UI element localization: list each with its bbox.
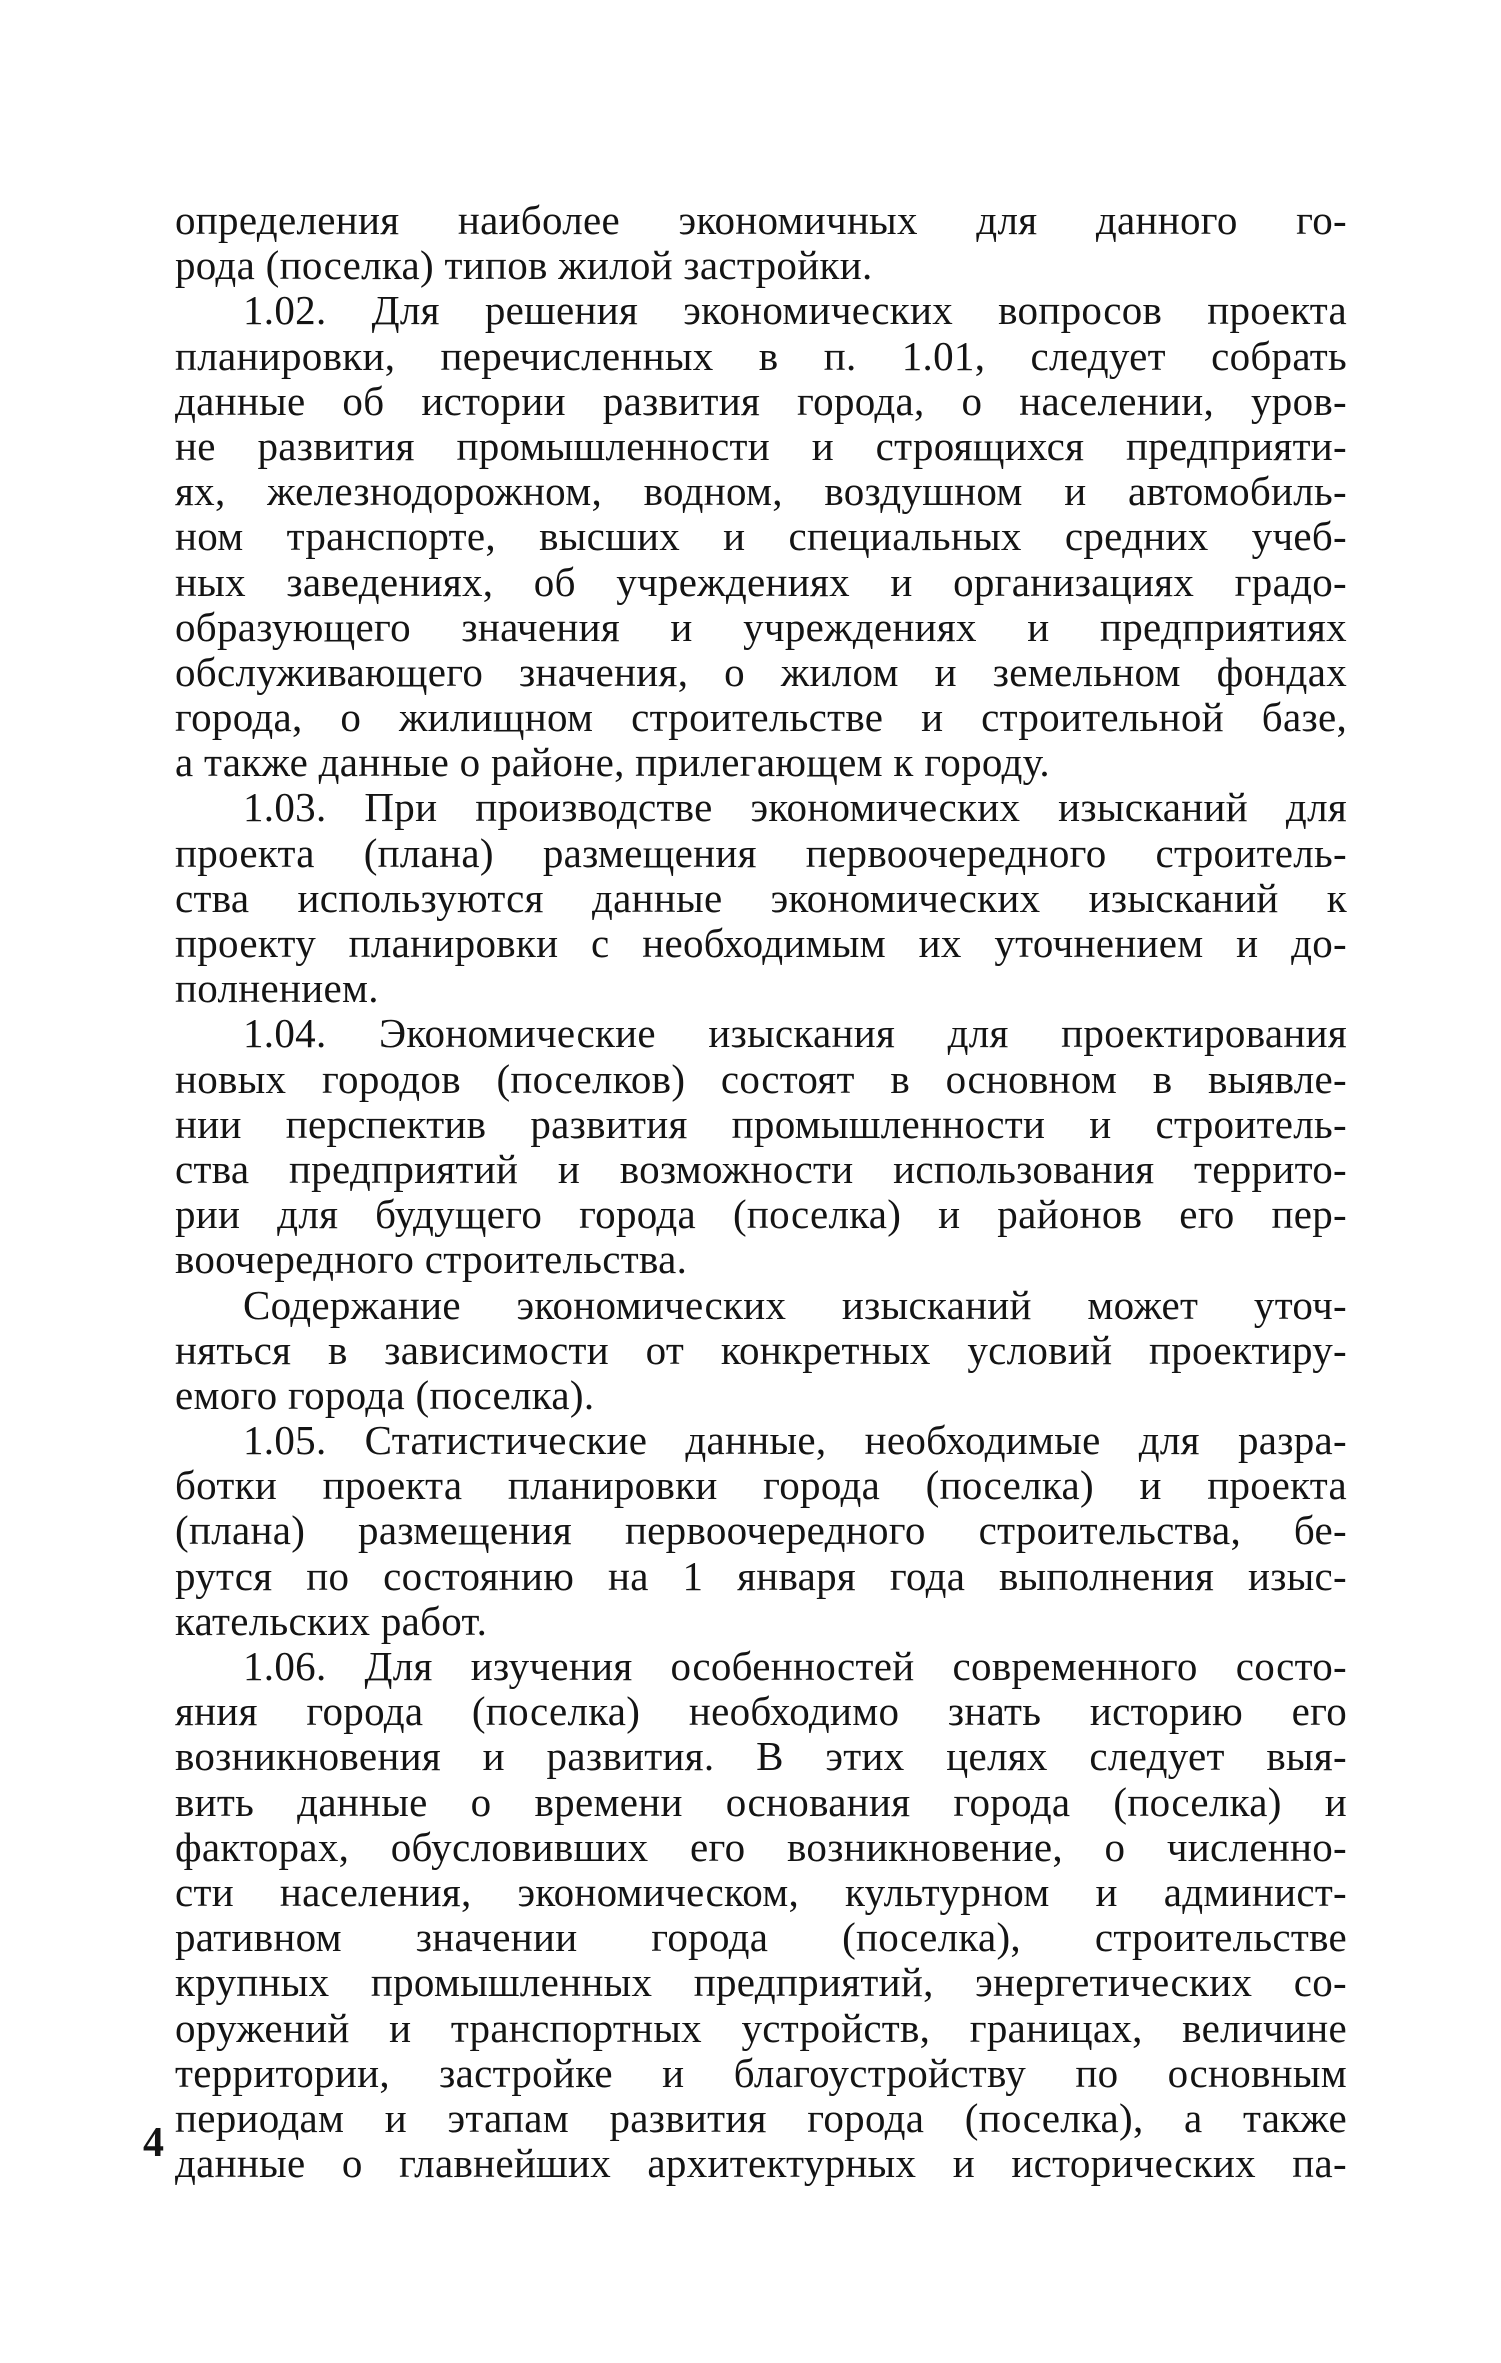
text-line: ства используются данные экономических изысканий к [175,874,1347,921]
text-line: возникновения и развития. В этих целях следует выя- [175,1733,1347,1780]
text-line: кательских работ. [175,1597,488,1644]
page-number: 4 [143,2120,164,2166]
text-line: сти населения, экономическом, культурном и админист- [175,1868,1347,1915]
text-line: емого города (поселка). [175,1371,595,1418]
text-line: няться в зависимости от конкретных условий проектиру- [175,1326,1347,1373]
text-line: ях, железнодорожном, водном, воздушном и автомобиль- [175,468,1347,515]
text-line: ративном значении города (поселка), строительстве [175,1914,1347,1961]
text-line: нии перспектив развития промышленности и строитель- [175,1100,1347,1147]
text-line: воочередного строительства. [175,1236,688,1283]
text-line: факторах, обусловивших его возникновение, о численно- [175,1823,1347,1870]
text-line: данные о главнейших архитектурных и исторических па- [175,2140,1347,2187]
text-line: крупных промышленных предприятий, энергетических со- [175,1959,1347,2006]
text-line: полнением. [175,965,379,1012]
paragraph-1-03: 1.03. При производстве экономических изысканий для [243,784,1347,831]
text-line: планировки, перечисленных в п. 1.01, следует собрать [175,332,1347,379]
text-line: рии для будущего города (поселка) и районов его пер- [175,1191,1347,1238]
text-line: ства предприятий и возможности использования террито- [175,1145,1347,1192]
paragraph-content: Содержание экономических изысканий может уточ- [243,1281,1347,1328]
text-line: города, о жилищном строительстве и строительной базе, [175,694,1347,741]
document-page [175,198,1347,2186]
text-line: периодам и этапам развития города (поселка), а также [175,2094,1347,2141]
text-line: (плана) размещения первоочередного строительства, бе- [175,1507,1347,1554]
text-line: ном транспорте, высших и специальных средних учеб- [175,513,1347,560]
text-line: обслуживающего значения, о жилом и земельном фондах [175,648,1347,695]
text-line: образующего значения и учреждениях и предприятиях [175,603,1347,650]
text-line: проекта (плана) размещения первоочередного строитель- [175,829,1347,876]
text-line: вить данные о времени основания города (поселка) и [175,1778,1347,1825]
text-line: не развития промышленности и строящихся предприяти- [175,422,1347,469]
text-line: оружений и транспортных устройств, границах, величине [175,2004,1347,2051]
text-line: ботки проекта планировки города (поселка) и проекта [175,1462,1347,1509]
text-line: определения наиболее экономичных для данного го- [175,197,1347,243]
text-line: данные об истории развития города, о населении, уров- [175,377,1347,424]
paragraph-1-05: 1.05. Статистические данные, необходимые для разра- [243,1417,1347,1464]
text-line: а также данные о районе, прилегающем к городу. [175,739,1050,786]
text-line: яния города (поселка) необходимо знать историю его [175,1688,1347,1735]
paragraph-1-02: 1.02. Для решения экономических вопросов проекта [243,287,1347,334]
text-line: рода (поселка) типов жилой застройки. [175,242,873,289]
text-line: рутся по состоянию на 1 января года выполнения изыс- [175,1552,1347,1599]
paragraph-1-06: 1.06. Для изучения особенностей современного состо- [243,1643,1347,1689]
paragraph-1-04: 1.04. Экономические изыскания для проектирования [243,1010,1347,1057]
text-line: ных заведениях, об учреждениях и организациях градо- [175,558,1347,605]
text-line: проекту планировки с необходимым их уточнением и до- [175,920,1347,966]
text-line: территории, застройке и благоустройству по основным [175,2049,1347,2096]
text-line: новых городов (поселков) состоят в основном в выявле- [175,1055,1347,1102]
